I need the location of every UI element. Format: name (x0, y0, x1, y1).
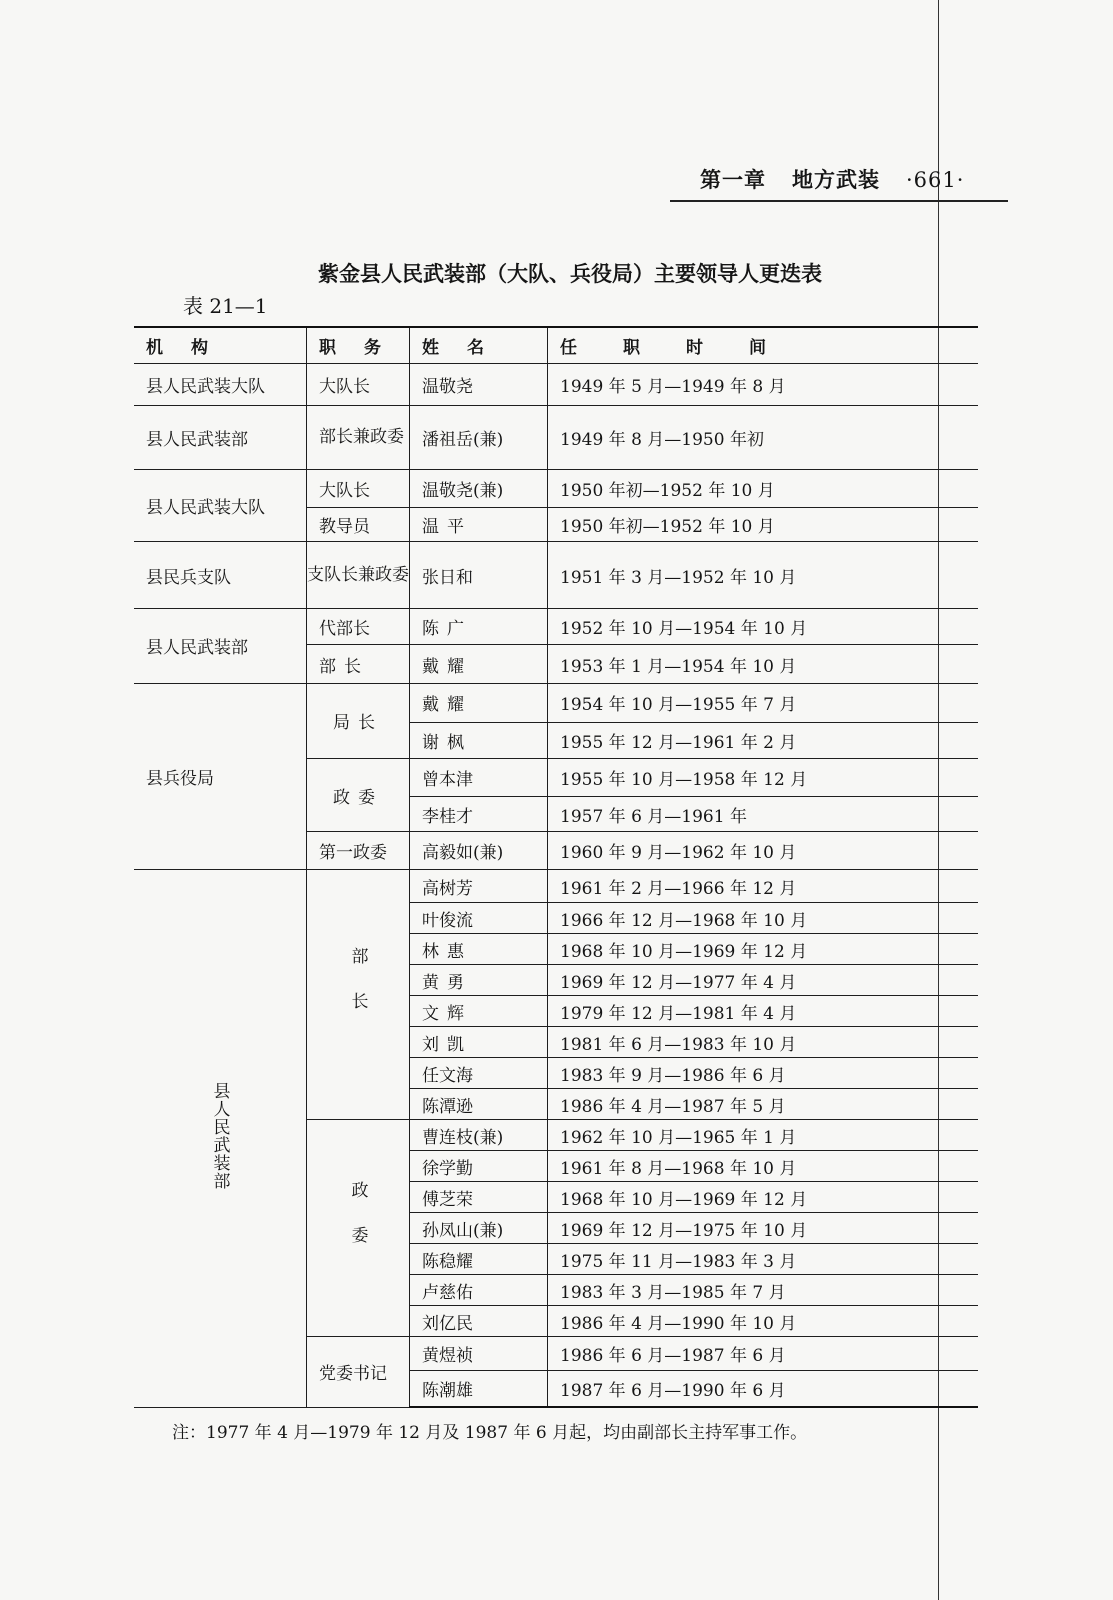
term-cell: 1987 年 6 月—1990 年 6 月 (548, 1371, 979, 1407)
page-number: ·661· (906, 168, 965, 192)
running-head (700, 164, 964, 194)
org-cell: 县人民武装部 (134, 609, 307, 683)
name-cell: 张日和 (410, 542, 548, 609)
col-header-position: 职务 (307, 327, 410, 363)
table-note: 注：1977 年 4 月—1979 年 12 月及 1987 年 6 月起，均由副部长主持军事工作。 (172, 1423, 808, 1443)
name-cell: 陈潮雄 (410, 1371, 548, 1407)
term-cell: 1983 年 3 月—1985 年 7 月 (548, 1275, 979, 1306)
term-cell: 1966 年 12 月—1968 年 10 月 (548, 903, 979, 934)
term-cell: 1961 年 8 月—1968 年 10 月 (548, 1151, 979, 1182)
table-row (134, 683, 978, 722)
term-cell: 1953 年 1 月—1954 年 10 月 (548, 645, 979, 683)
position-cell: 部长 (307, 645, 410, 683)
name-cell: 卢慈佑 (410, 1275, 548, 1306)
name-cell: 任文海 (410, 1058, 548, 1089)
position-cell (307, 1120, 410, 1337)
term-cell: 1969 年 12 月—1975 年 10 月 (548, 1213, 979, 1244)
name-cell: 徐学勤 (410, 1151, 548, 1182)
term-cell: 1968 年 10 月—1969 年 12 月 (548, 934, 979, 965)
term-cell: 1955 年 10 月—1958 年 12 月 (548, 758, 979, 796)
position-cell: 大队长 (307, 363, 410, 405)
name-cell: 叶俊流 (410, 903, 548, 934)
position-cell: 教导员 (307, 508, 410, 542)
name-cell: 黄煜祯 (410, 1337, 548, 1371)
org-cell: 县民兵支队 (134, 542, 307, 609)
name-cell: 孙凤山(兼) (410, 1213, 548, 1244)
org-cell: 县人民武装大队 (134, 363, 307, 405)
name-cell: 温敬尧 (410, 363, 548, 405)
leaders-table-body (134, 327, 978, 1407)
name-cell: 陈稳耀 (410, 1244, 548, 1275)
term-cell: 1950 年初—1952 年 10 月 (548, 508, 979, 542)
name-cell: 温平 (410, 508, 548, 542)
term-cell: 1961 年 2 月—1966 年 12 月 (548, 870, 979, 903)
org-cell: 县人民武装大队 (134, 469, 307, 541)
position-cell: 代部长 (307, 609, 410, 645)
position-cell: 局长 (307, 683, 410, 758)
org-cell: 县兵役局 (134, 683, 307, 870)
leaders-table (134, 326, 978, 1408)
term-cell: 1951 年 3 月—1952 年 10 月 (548, 542, 979, 609)
name-cell: 陈潭逊 (410, 1089, 548, 1120)
term-cell: 1954 年 10 月—1955 年 7 月 (548, 683, 979, 722)
term-cell: 1986 年 4 月—1987 年 5 月 (548, 1089, 979, 1120)
table-row (134, 542, 978, 609)
name-cell: 温敬尧(兼) (410, 469, 548, 507)
name-cell: 陈广 (410, 609, 548, 645)
chapter-label: 第一章 (700, 167, 766, 192)
term-cell: 1986 年 4 月—1990 年 10 月 (548, 1306, 979, 1337)
term-cell: 1949 年 5 月—1949 年 8 月 (548, 363, 979, 405)
position-cell-label: 部长 (347, 947, 368, 1038)
table-header-row (134, 327, 978, 363)
name-cell: 林惠 (410, 934, 548, 965)
term-cell: 1957 年 6 月—1961 年 (548, 797, 979, 832)
term-cell: 1986 年 6 月—1987 年 6 月 (548, 1337, 979, 1371)
col-header-name: 姓名 (410, 327, 548, 363)
table-title: 紫金县人民武装部（大队、兵役局）主要领导人更迭表 (318, 261, 822, 286)
term-cell: 1962 年 10 月—1965 年 1 月 (548, 1120, 979, 1151)
table-row (134, 870, 978, 903)
name-cell: 戴耀 (410, 645, 548, 683)
term-cell: 1949 年 8 月—1950 年初 (548, 405, 979, 469)
term-cell: 1950 年初—1952 年 10 月 (548, 469, 979, 507)
term-cell: 1981 年 6 月—1983 年 10 月 (548, 1027, 979, 1058)
org-cell-label: 县人民武装部 (209, 1081, 230, 1190)
table-row (134, 363, 978, 405)
position-cell: 大队长 (307, 469, 410, 507)
name-cell: 刘凯 (410, 1027, 548, 1058)
position-cell: 支队长兼政委 (307, 542, 410, 609)
name-cell: 高毅如(兼) (410, 832, 548, 870)
name-cell: 戴耀 (410, 683, 548, 722)
term-cell: 1969 年 12 月—1977 年 4 月 (548, 965, 979, 996)
position-cell: 政委 (307, 758, 410, 831)
term-cell: 1968 年 10 月—1969 年 12 月 (548, 1182, 979, 1213)
term-cell: 1983 年 9 月—1986 年 6 月 (548, 1058, 979, 1089)
name-cell: 高树芳 (410, 870, 548, 903)
name-cell: 曹连枝(兼) (410, 1120, 548, 1151)
org-cell: 县人民武装部 (134, 405, 307, 469)
term-cell: 1975 年 11 月—1983 年 3 月 (548, 1244, 979, 1275)
term-cell: 1952 年 10 月—1954 年 10 月 (548, 609, 979, 645)
term-cell: 1960 年 9 月—1962 年 10 月 (548, 832, 979, 870)
org-cell (134, 870, 307, 1407)
table-row (134, 469, 978, 507)
position-cell: 第一政委 (307, 832, 410, 870)
name-cell: 黄勇 (410, 965, 548, 996)
name-cell: 李桂才 (410, 797, 548, 832)
term-cell: 1955 年 12 月—1961 年 2 月 (548, 722, 979, 758)
term-cell: 1979 年 12 月—1981 年 4 月 (548, 996, 979, 1027)
name-cell: 谢枫 (410, 722, 548, 758)
name-cell: 潘祖岳(兼) (410, 405, 548, 469)
position-cell-label: 政委 (347, 1180, 368, 1271)
name-cell: 曾本津 (410, 758, 548, 796)
table-row (134, 405, 978, 469)
col-header-term: 任职时间 (548, 327, 979, 363)
table-row (134, 609, 978, 645)
section-label: 地方武装 (792, 167, 880, 192)
position-cell: 党委书记 (307, 1337, 410, 1407)
position-cell: 部长兼政委 (307, 405, 410, 469)
header-rule (670, 200, 1008, 202)
name-cell: 傅芝荣 (410, 1182, 548, 1213)
name-cell: 文辉 (410, 996, 548, 1027)
table-id: 表 21—1 (183, 294, 268, 318)
col-header-org: 机构 (134, 327, 307, 363)
name-cell: 刘亿民 (410, 1306, 548, 1337)
position-cell (307, 870, 410, 1120)
